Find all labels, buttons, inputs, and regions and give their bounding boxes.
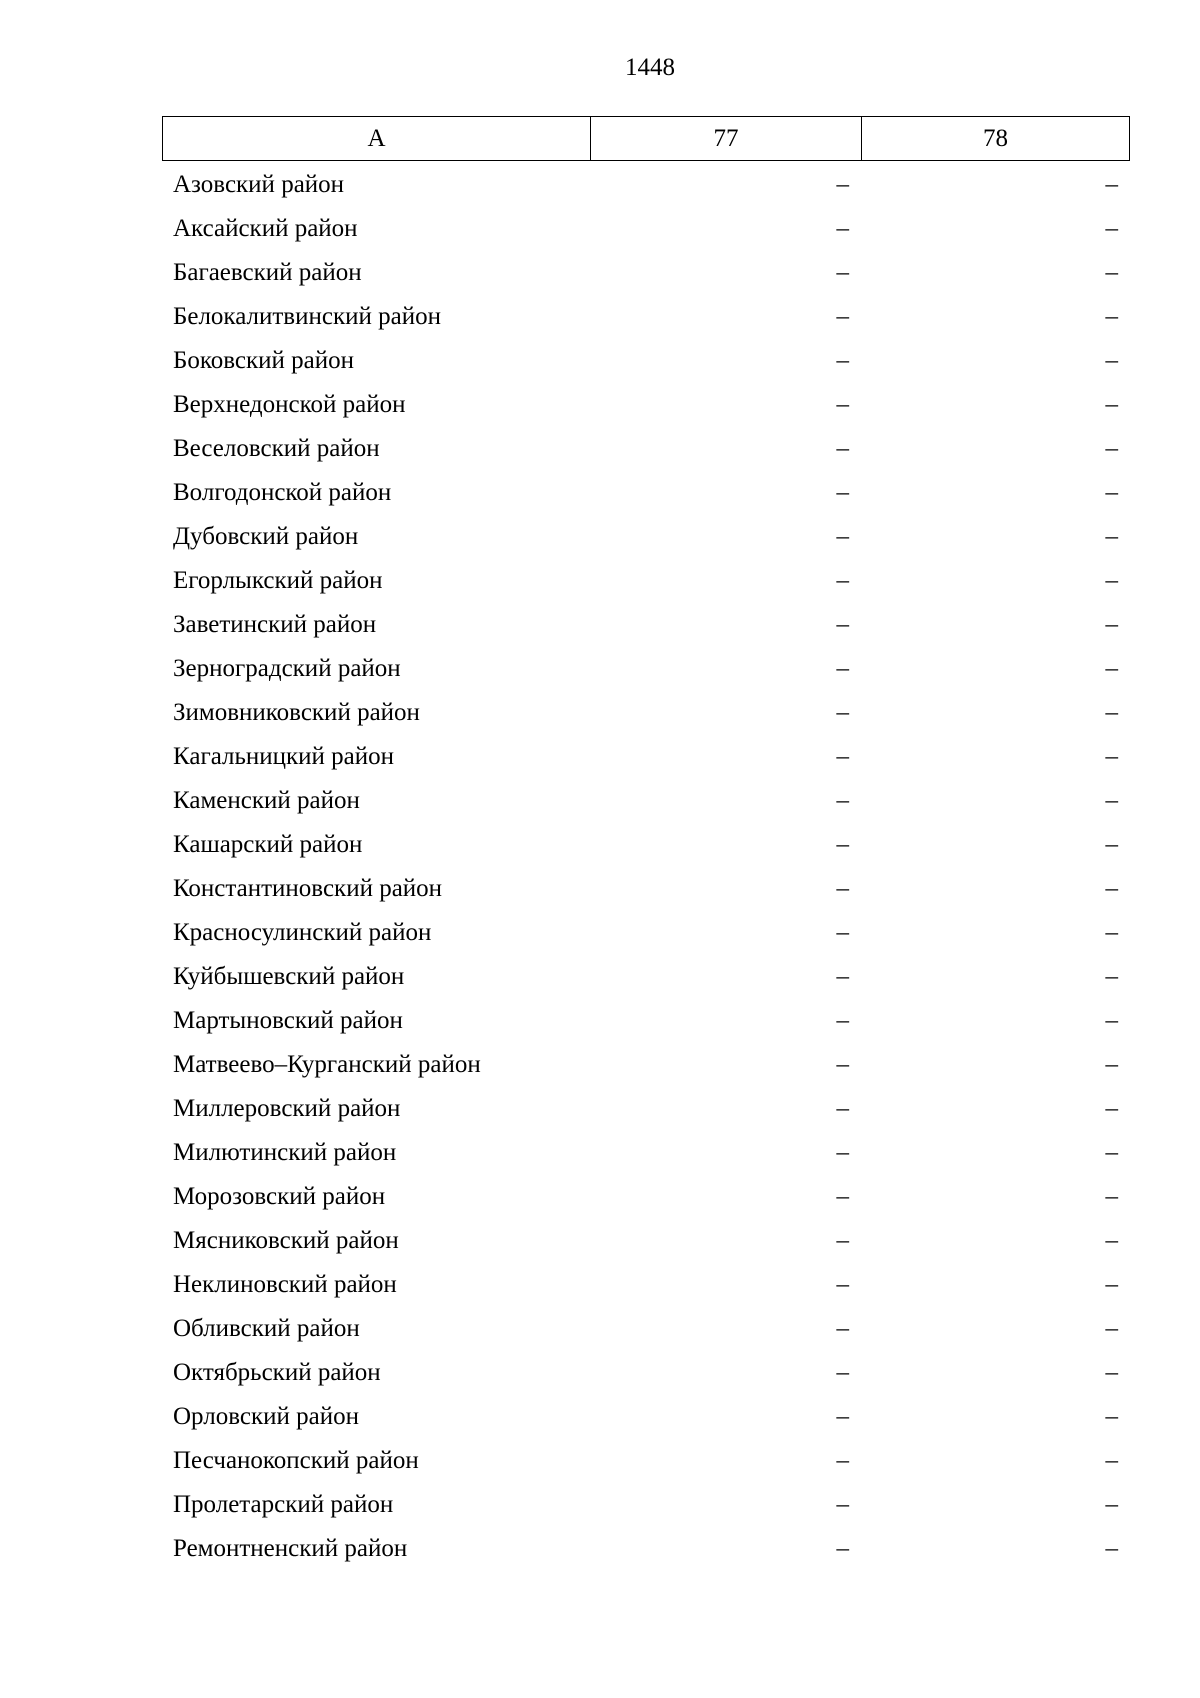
value-77: – <box>836 1315 849 1342</box>
district-name: Аксайский район <box>173 215 358 242</box>
value-78: – <box>1105 831 1118 858</box>
table-row <box>162 471 1130 515</box>
value-78: – <box>1105 963 1118 990</box>
value-78: – <box>1105 171 1118 198</box>
district-name: Дубовский район <box>173 523 359 550</box>
value-78: – <box>1105 215 1118 242</box>
table-header <box>162 116 1130 161</box>
table-row <box>162 691 1130 735</box>
district-name: Неклиновский район <box>173 1271 397 1298</box>
value-77: – <box>836 391 849 418</box>
district-name: Верхнедонской район <box>173 391 406 418</box>
table-row <box>162 603 1130 647</box>
value-77: – <box>836 435 849 462</box>
district-name: Константиновский район <box>173 875 443 902</box>
value-78: – <box>1105 303 1118 330</box>
value-78: – <box>1105 1227 1118 1254</box>
table-row <box>162 251 1130 295</box>
table-row <box>162 823 1130 867</box>
value-77: – <box>836 567 849 594</box>
table-row <box>162 647 1130 691</box>
value-78: – <box>1105 1447 1118 1474</box>
district-name: Зерноградский район <box>173 655 401 682</box>
district-name: Октябрьский район <box>173 1359 381 1386</box>
table-body <box>162 163 1130 1571</box>
value-77: – <box>836 919 849 946</box>
district-name: Каменский район <box>173 787 360 814</box>
value-78: – <box>1105 1183 1118 1210</box>
table-row <box>162 779 1130 823</box>
table-row <box>162 911 1130 955</box>
district-name: Красносулинский район <box>173 919 432 946</box>
value-77: – <box>836 215 849 242</box>
value-78: – <box>1105 391 1118 418</box>
header-cell-77: 77 <box>591 117 862 160</box>
district-name: Азовский район <box>173 171 345 198</box>
value-77: – <box>836 743 849 770</box>
table-row <box>162 383 1130 427</box>
value-78: – <box>1105 523 1118 550</box>
value-78: – <box>1105 435 1118 462</box>
value-77: – <box>836 1359 849 1386</box>
value-78: – <box>1105 259 1118 286</box>
value-77: – <box>836 303 849 330</box>
district-name: Обливский район <box>173 1315 360 1342</box>
table-row <box>162 867 1130 911</box>
district-name: Мясниковский район <box>173 1227 399 1254</box>
district-name: Егорлыкский район <box>173 567 383 594</box>
table-row <box>162 1263 1130 1307</box>
value-78: – <box>1105 1315 1118 1342</box>
table-row <box>162 999 1130 1043</box>
district-name: Орловский район <box>173 1403 359 1430</box>
value-78: – <box>1105 1535 1118 1562</box>
district-name: Куйбышевский район <box>173 963 405 990</box>
value-77: – <box>836 831 849 858</box>
value-77: – <box>836 875 849 902</box>
value-78: – <box>1105 1403 1118 1430</box>
district-name: Мартыновский район <box>173 1007 403 1034</box>
value-78: – <box>1105 875 1118 902</box>
page-number: 1448 <box>625 54 675 81</box>
district-name: Матвеево–Курганский район <box>173 1051 481 1078</box>
value-78: – <box>1105 1051 1118 1078</box>
value-78: – <box>1105 1491 1118 1518</box>
district-name: Волгодонской район <box>173 479 392 506</box>
table-row <box>162 295 1130 339</box>
value-78: – <box>1105 1007 1118 1034</box>
value-77: – <box>836 1535 849 1562</box>
table-row <box>162 515 1130 559</box>
value-77: – <box>836 699 849 726</box>
value-77: – <box>836 1227 849 1254</box>
value-77: – <box>836 1007 849 1034</box>
value-78: – <box>1105 1359 1118 1386</box>
district-name: Ремонтненский район <box>173 1535 408 1562</box>
district-name: Белокалитвинский район <box>173 303 441 330</box>
table-row <box>162 1087 1130 1131</box>
table-row <box>162 1395 1130 1439</box>
header-cell-78: 78 <box>983 124 1008 152</box>
value-77: – <box>836 787 849 814</box>
value-78: – <box>1105 743 1118 770</box>
value-77: – <box>836 1491 849 1518</box>
district-name: Песчанокопский район <box>173 1447 419 1474</box>
table-row <box>162 339 1130 383</box>
value-77: – <box>836 655 849 682</box>
district-name: Милютинский район <box>173 1139 397 1166</box>
header-cell-a: А <box>163 117 591 160</box>
value-78: – <box>1105 347 1118 374</box>
table-row <box>162 955 1130 999</box>
value-78: – <box>1105 1271 1118 1298</box>
value-78: – <box>1105 479 1118 506</box>
value-77: – <box>836 1139 849 1166</box>
value-77: – <box>836 1271 849 1298</box>
table-row <box>162 735 1130 779</box>
table-row <box>162 559 1130 603</box>
value-78: – <box>1105 1139 1118 1166</box>
value-78: – <box>1105 655 1118 682</box>
table-row <box>162 427 1130 471</box>
table-row <box>162 1219 1130 1263</box>
table-row <box>162 1483 1130 1527</box>
district-name: Морозовский район <box>173 1183 386 1210</box>
value-77: – <box>836 1051 849 1078</box>
value-78: – <box>1105 787 1118 814</box>
district-name: Пролетарский район <box>173 1491 394 1518</box>
district-name: Зимовниковский район <box>173 699 420 726</box>
table-row <box>162 1527 1130 1571</box>
district-name: Веселовский район <box>173 435 380 462</box>
value-77: – <box>836 1095 849 1122</box>
table-row <box>162 163 1130 207</box>
value-77: – <box>836 171 849 198</box>
district-name: Кашарский район <box>173 831 363 858</box>
district-name: Кагальницкий район <box>173 743 395 770</box>
value-77: – <box>836 523 849 550</box>
table-row <box>162 1043 1130 1087</box>
value-78: – <box>1105 919 1118 946</box>
table-row <box>162 1131 1130 1175</box>
value-77: – <box>836 1183 849 1210</box>
value-78: – <box>1105 611 1118 638</box>
value-78: – <box>1105 567 1118 594</box>
table-row <box>162 207 1130 251</box>
district-name: Миллеровский район <box>173 1095 401 1122</box>
table-row <box>162 1307 1130 1351</box>
value-77: – <box>836 1447 849 1474</box>
value-77: – <box>836 347 849 374</box>
district-name: Багаевский район <box>173 259 362 286</box>
value-77: – <box>836 611 849 638</box>
table-row <box>162 1351 1130 1395</box>
district-name: Боковский район <box>173 347 354 374</box>
value-77: – <box>836 259 849 286</box>
table-row <box>162 1175 1130 1219</box>
value-77: – <box>836 479 849 506</box>
district-name: Заветинский район <box>173 611 377 638</box>
value-77: – <box>836 963 849 990</box>
value-78: – <box>1105 699 1118 726</box>
table-row <box>162 1439 1130 1483</box>
value-77: – <box>836 1403 849 1430</box>
value-78: – <box>1105 1095 1118 1122</box>
